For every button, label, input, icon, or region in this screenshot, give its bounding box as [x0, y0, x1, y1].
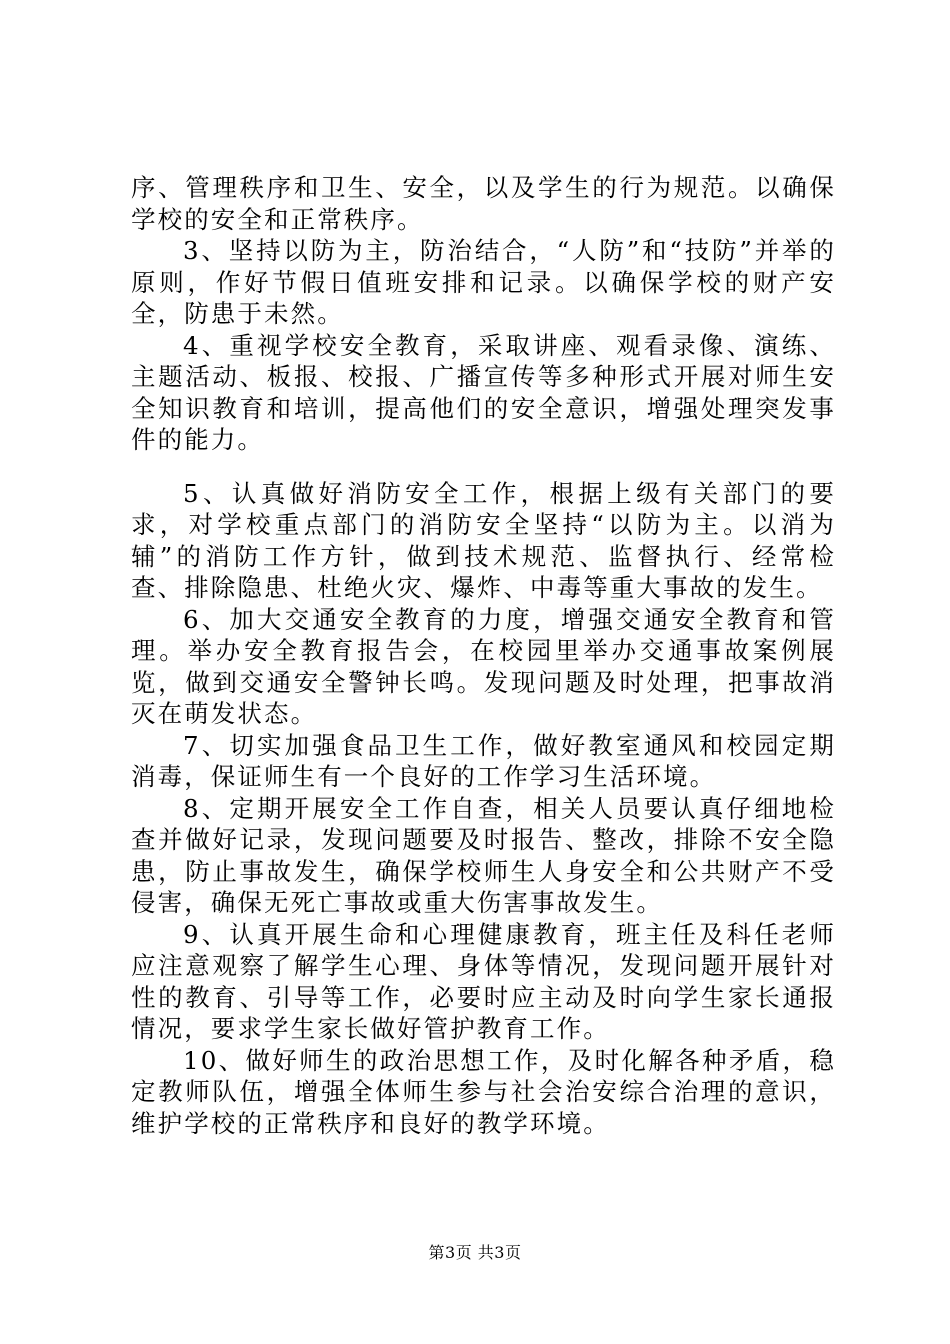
paragraph-item-10: 10、做好师生的政治思想工作，及时化解各种矛盾，稳定教师队伍，增强全体师生参与社会治安综合治理的意识，维护学校的正常秩序和良好的教学环境。 — [131, 1045, 836, 1138]
paragraph-item-9: 9、认真开展生命和心理健康教育，班主任及科任老师应注意观察了解学生心理、身体等情况，发现问题开展针对性的教育、引导等工作，必要时应主动及时向学生家长通报情况，要求学生家长做好管护教育工作。 — [131, 919, 836, 1043]
page-number-footer: 第3页 共3页 — [428, 1243, 522, 1262]
paragraph-item-4: 4、重视学校安全教育，采取讲座、观看录像、演练、主题活动、板报、校报、广播宣传等多种形式开展对师生安全知识教育和培训，提高他们的安全意识，增强处理突发事件的能力。 — [131, 330, 836, 454]
paragraph-item-7: 7、切实加强食品卫生工作，做好教室通风和校园定期消毒，保证师生有一个良好的工作学习生活环境。 — [131, 730, 836, 791]
paragraph-item-5: 5、认真做好消防安全工作，根据上级有关部门的要求，对学校重点部门的消防安全坚持“以防为主。以消为辅”的消防工作方针，做到技术规范、监督执行、经常检查、排除隐患、杜绝火灾、爆炸、中毒等重大事故的发生。 — [131, 478, 836, 602]
paragraph-item-8: 8、定期开展安全工作自查，相关人员要认真仔细地检查并做好记录，发现问题要及时报告、整改，排除不安全隐患，防止事故发生，确保学校师生人身安全和公共财产不受侵害，确保无死亡事故或重大伤害事故发生。 — [131, 793, 836, 917]
paragraph-item-6: 6、加大交通安全教育的力度，增强交通安全教育和管理。举办安全教育报告会，在校园里举办交通事故案例展览，做到交通安全警钟长鸣。发现问题及时处理，把事故消灭在萌发状态。 — [131, 604, 836, 728]
paragraph-continuation: 序、管理秩序和卫生、安全，以及学生的行为规范。以确保学校的安全和正常秩序。 — [131, 173, 836, 234]
paragraph-item-3: 3、坚持以防为主，防治结合，“人防”和“技防”并举的原则，作好节假日值班安排和记录。以确保学校的财产安全，防患于未然。 — [131, 236, 836, 328]
document-body — [131, 172, 836, 1139]
